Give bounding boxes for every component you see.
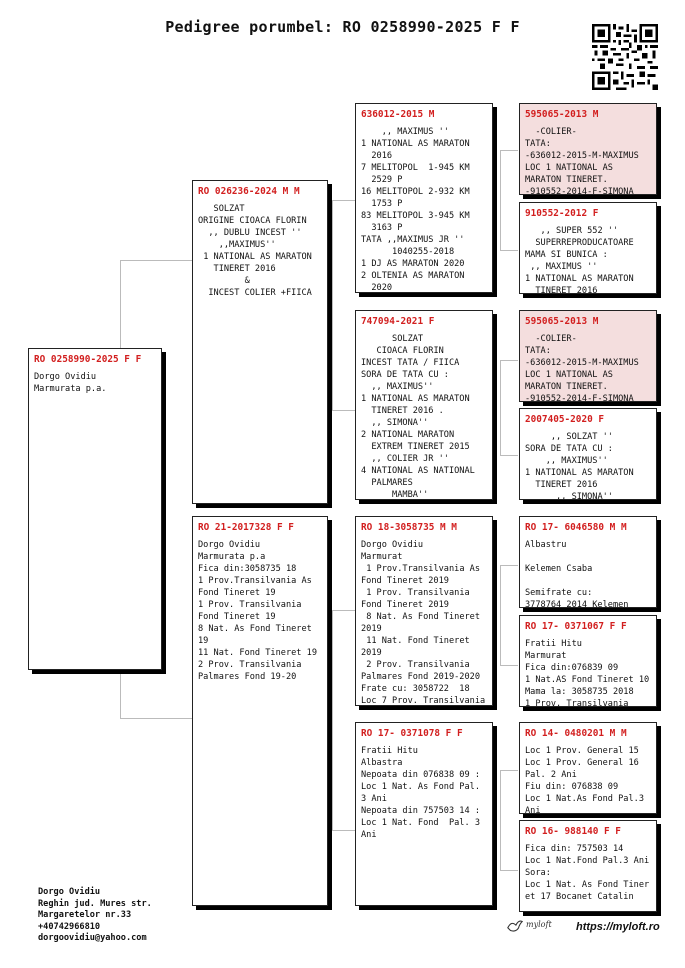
pigeon-notes: Dorgo Ovidiu Marmurat 1 Prov.Transilvania As Fond Tineret 2019 1 Prov. Transilvania Fond Tineret 2019 8 Nat. As Fond Tineret 2019 11 Nat. Fond Tineret 2019 2 Prov. Transilvania Palmares Fond 2019-2020 Frate cu: 3058722 18 Loc 7 Prov. Transilvania: [361, 540, 486, 706]
website-link[interactable]: https://myloft.ro: [576, 921, 660, 933]
pigeon-ring-id: RO 026236-2024 M M: [198, 186, 300, 197]
pigeon-notes: Loc 1 Prov. General 15 Loc 1 Prov. General 16 Pal. 2 Ani Fiu din: 076838 09 Loc 1 Nat.As Fond Pal.3 Ani: [525, 746, 644, 814]
pigeon-ring-id: RO 18-3058735 M M: [361, 522, 457, 533]
pigeon-ring-id: RO 17- 6046580 M M: [525, 522, 627, 533]
pigeon-ring-id: 595065-2013 M: [525, 316, 599, 327]
pigeon-ring-id: 747094-2021 F: [361, 316, 435, 327]
pigeon-ring-id: RO 17- 0371067 F F: [525, 621, 627, 632]
connector-line: [332, 410, 356, 411]
pigeon-card-dam-sire-sire: [519, 516, 657, 608]
pigeon-ring-id: 2007405-2020 F: [525, 414, 605, 425]
connector-line: [500, 150, 501, 250]
pigeon-card-dam: [192, 516, 328, 906]
pigeon-ring-id: RO 17- 0371078 F F: [361, 728, 463, 739]
pigeon-card-sire-dam-sire: [519, 310, 657, 402]
pigeon-card-subject: [28, 348, 162, 670]
brand-name: myloft: [526, 920, 552, 929]
connector-line: [332, 610, 356, 611]
pigeon-ring-id: RO 16- 988140 F F: [525, 826, 621, 837]
connector-line: [500, 455, 518, 456]
pigeon-notes: ,, MAXIMUS '' 1 NATIONAL AS MARATON 2016 7 MELITOPOL 1-945 KM 2529 P 16 MELITOPOL 2-932 KM 1753 P 83 MELITOPOL 3-945 KM 3163 P TATA ,,MAXIMUS JR '' 1040255-2018 1 DJ AS MARATON 2020 2 OLTENIA AS MARATON 2020: [361, 127, 470, 293]
pigeon-ring-id: 595065-2013 M: [525, 109, 599, 120]
pigeon-notes: -COLIER- TATA: -636012-2015-M-MAXIMUS LOC 1 NATIONAL AS MARATON TINERET. -910552-2014-F-SIMONA: [525, 334, 639, 402]
pigeon-card-sire-sire-dam: [519, 202, 657, 294]
connector-line: [500, 870, 518, 871]
connector-line: [332, 610, 333, 830]
qr-code-icon: [592, 24, 658, 90]
pigeon-ring-id: RO 21-2017328 F F: [198, 522, 294, 533]
connector-line: [500, 565, 501, 665]
connector-line: [500, 360, 518, 361]
connector-line: [332, 200, 333, 410]
pigeon-notes: ,, SUPER 552 '' SUPERREPRODUCATOARE MAMA SI BUNICA : ,, MAXIMUS '' 1 NATIONAL AS MARATON TINERET 2016: [525, 226, 634, 294]
pigeon-card-sire-sire: [355, 103, 493, 293]
pigeon-notes: SOLZAT CIOACA FLORIN INCEST TATA / FIICA SORA DE TATA CU : ,, MAXIMUS'' 1 NATIONAL AS MARATON TINERET 2016 . ,, SIMONA'' 2 NATIONAL MARATON EXTREM TINERET 2015 ,, COLIER JR '' 4 NATIONAL AS NATIONAL PALMARES MAMBA'': [361, 334, 475, 500]
pigeon-notes: Fratii Hitu Albastra Nepoata din 076838 09 : Loc 1 Nat. As Fond Pal. 3 Ani Nepoata din 757503 14 : Loc 1 Nat. Fond Pal. 3 Ani: [361, 746, 480, 840]
pigeon-notes: Fratii Hitu Marmurat Fica din:076839 09 1 Nat.AS Fond Tineret 10 Mama la: 3058735 2018 1 Prov. Transilvania: [525, 639, 650, 707]
pigeon-card-dam-sire-dam: [519, 615, 657, 707]
connector-line: [120, 260, 121, 350]
pigeon-notes: Fica din: 757503 14 Loc 1 Nat.Fond Pal.3 Ani Sora: Loc 1 Nat. As Fond Tiner et 17 Bocanet Catalin: [525, 844, 650, 902]
connector-line: [120, 260, 192, 261]
connector-line: [500, 665, 518, 666]
connector-line: [500, 360, 501, 455]
pigeon-notes: Albastru Kelemen Csaba Semifrate cu: 3778764 2014 Kelemen: [525, 540, 629, 608]
connector-line: [500, 770, 501, 870]
pigeon-card-dam-dam-sire: [519, 722, 657, 814]
connector-line: [500, 250, 518, 251]
pigeon-card-sire-dam: [355, 310, 493, 500]
pigeon-ring-id: RO 14- 0480201 M M: [525, 728, 627, 739]
pigeon-notes: Dorgo Ovidiu Marmurata p.a Fica din:3058735 18 1 Prov.Transilvania As Fond Tineret 19 1 Prov. Transilvania Fond Tineret 19 8 Nat. As Fond Tineret 19 11 Nat. Fond Tineret 19 2 Prov. Transilvania Palmares Fond 19-20: [198, 540, 317, 682]
pigeon-notes: ,, SOLZAT '' SORA DE TATA CU : ,, MAXIMUS'' 1 NATIONAL AS MARATON TINERET 2016 ,, SIMONA'': [525, 432, 634, 500]
pigeon-card-sire-dam-dam: [519, 408, 657, 500]
connector-line: [500, 770, 518, 771]
pigeon-card-dam-dam-dam: [519, 820, 657, 912]
bird-logo-icon: [506, 917, 524, 935]
pigeon-card-sire: [192, 180, 328, 504]
connector-line: [120, 718, 192, 719]
owner-address: Dorgo Ovidiu Reghin jud. Mures str. Margaretelor nr.33 +40742966810 dorgoovidiu@yahoo.com: [38, 887, 152, 943]
pigeon-ring-id: 910552-2012 F: [525, 208, 599, 219]
page-title: Pedigree porumbel: RO 0258990-2025 F F: [165, 18, 520, 36]
pigeon-notes: -COLIER- TATA: -636012-2015-M-MAXIMUS LOC 1 NATIONAL AS MARATON TINERET. -910552-2014-F-SIMONA: [525, 127, 639, 195]
pigeon-ring-id: RO 0258990-2025 F F: [34, 354, 142, 365]
connector-line: [500, 150, 518, 151]
connector-line: [332, 200, 356, 201]
pigeon-notes: Dorgo Ovidiu Marmurata p.a.: [34, 372, 107, 394]
connector-line: [332, 830, 356, 831]
pigeon-card-dam-dam: [355, 722, 493, 906]
connector-line: [500, 565, 518, 566]
pigeon-notes: SOLZAT ORIGINE CIOACA FLORIN ,, DUBLU INCEST '' ,,MAXIMUS'' 1 NATIONAL AS MARATON TINERET 2016 & INCEST COLIER +FIICA: [198, 204, 312, 298]
pigeon-ring-id: 636012-2015 M: [361, 109, 435, 120]
connector-line: [120, 670, 121, 718]
pigeon-card-dam-sire: [355, 516, 493, 706]
pigeon-card-sire-sire-sire: [519, 103, 657, 195]
